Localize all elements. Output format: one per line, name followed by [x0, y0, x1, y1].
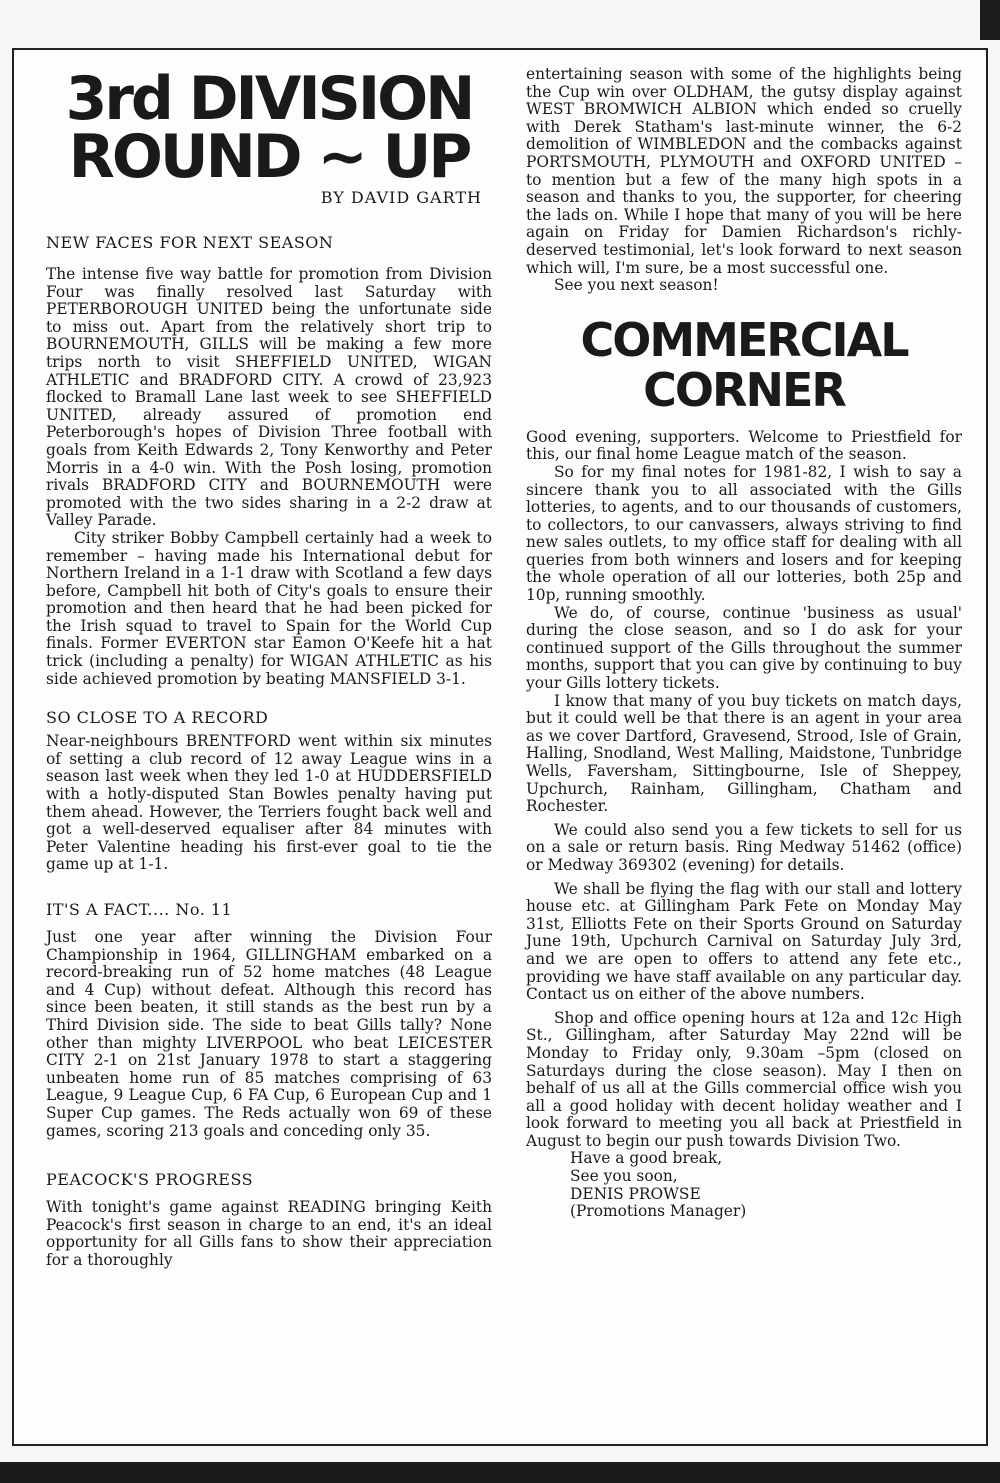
signoff-line: Have a good break, [570, 1149, 723, 1168]
byline: BY DAVID GARTH [320, 188, 482, 207]
paragraph: Near-neighbours BRENTFORD went within six minutes of setting a club record of 12 away League wins in a season last week when they led 1-0 at HUDDERSFIELD with a hotly-disputed Stan Bowles penalty having put them ahead. However, the Terriers fought back well and got a well-deserved equaliser after 84 minutes with Peter Valentine heading his first-ever goal to tie the game up at 1-1. [46, 732, 492, 874]
paragraph: With tonight's game against READING bringing Keith Peacock's first season in charge to an end, it's an ideal opportunity for all Gills fans to show their appreciation for a thoroughly [46, 1198, 492, 1269]
section-heading: IT'S A FACT.... No. 11 [46, 900, 233, 919]
paragraph: We could also send you a few tickets to sell for us on a sale or return basis. Ring Medway 51462 (office) or Medway 369302 (evening) for details. [526, 820, 962, 874]
signoff-line: See you soon, [570, 1167, 678, 1186]
signoff [526, 1150, 962, 1220]
commercial-heading-line-1: COMMERCIAL [580, 312, 908, 367]
section-body [46, 929, 492, 1140]
paragraph: We do, of course, continue 'business as usual' during the close season, and so I do ask for your continued support of the Gills throughout the summer months, support that you can give by continuing to buy your Gills lottery tickets. [526, 603, 962, 693]
signoff-name: DENIS PROWSE [570, 1184, 701, 1203]
paragraph: Shop and office opening hours at 12a and 12c High St., Gillingham, after Saturday May 22nd will be Monday to Friday only, 9.30am –5pm (closed on Saturdays during the close season). May I then on behalf of us all at the Gills commercial office wish you all a good holiday with decent holiday weather and I look forward to meeting you all back at Priestfield in August to begin our push towards Division Two. [526, 1008, 962, 1150]
paragraph: The intense five way battle for promotion from Division Four was finally resolved last Saturday with PETERBOROUGH UNITED being the unfortunate side to miss out. Apart from the relatively short trip to BOURNEMOUTH, GILLS will be making a few more trips north to visit SHEFFIELD UNITED, WIGAN ATHLETIC and BRADFORD CITY. A crowd of 23,923 flocked to Bramall Lane last week to see SHEFFIELD UNITED, already assured of promotion end Peterborough's hopes of Division Three football with goals from Keith Edwards 2, Tony Kenworthy and Peter Morris in a 4-0 win. With the Posh losing, promotion rivals BRADFORD CITY and BOURNEMOUTH were promoted with the two sides sharing in a 2-2 draw at Valley Parade. [46, 265, 492, 530]
paragraph: So for my final notes for 1981-82, I wish to say a sincere thank you to all associated with the Gills lotteries, to agents, and to our thousands of customers, to collectors, to our canvassers, always striving to find new sales outlets, to my office staff for dealing with all queries from both winners and losers and for keeping the whole operation of all our lotteries, both 25p and 10p, running smoothly. [526, 462, 962, 605]
signoff-title: (Promotions Manager) [570, 1202, 747, 1221]
continued-article [526, 66, 962, 295]
headline-line-2: ROUND ~ UP [68, 122, 470, 192]
paragraph: City striker Bobby Campbell certainly had a week to remember – having made his International debut for Northern Ireland in a 1-1 draw with Scotland a few days before, Campbell hit both of City's goals to ensure their promotion and then heard that he had been picked for the Irish squad to travel to Spain for the World Cup finals. Former EVERTON star Eamon O'Keefe hit a hat trick (including a penalty) for WIGAN ATHLETIC as his side achieved promotion by beating MANSFIELD 3-1. [46, 528, 492, 688]
headline-line-1: 3rd DIVISION [65, 64, 473, 134]
paragraph: Just one year after winning the Division Four Championship in 1964, GILLINGHAM embarked on a record-breaking run of 52 home matches (48 League and 4 Cup) without defeat. Although this record has since been beaten, it still stands as the best run by a Third Division side. The side to beat Gills tally? None other than mighty LIVERPOOL who beat LEICESTER CITY 2-1 on 21st January 1978 to start a staggering unbeaten home run of 85 matches comprising of 63 League, 9 League Cup, 6 FA Cup, 6 European Cup and 1 Super Cup games. The Reds actually won 69 of these games, scoring 213 goals and conceding only 35. [46, 928, 492, 1140]
section-heading: PEACOCK'S PROGRESS [46, 1170, 254, 1190]
section-heading: SO CLOSE TO A RECORD [46, 708, 269, 728]
commercial-corner-heading [526, 312, 962, 417]
section-body [46, 733, 492, 874]
edge-shadow [980, 0, 1000, 40]
left-column [46, 66, 492, 1270]
headline [46, 64, 492, 192]
section-peacocks-progress [46, 1170, 492, 1269]
paragraph: I know that many of you buy tickets on match days, but it could well be that there is an agent in your area as we cover Dartford, Gravesend, Strood, Isle of Grain, Halling, Snodland, West Malling, Maidstone, Tunbridge Wells, Faversham, Sittingbourne, Isle of Sheppey, Upchurch, Rainham, Gillingham, Chatham and Rochester. [526, 691, 962, 816]
right-column [526, 66, 962, 1221]
section-new-faces [46, 233, 492, 688]
commercial-heading-line-2: CORNER [643, 362, 845, 417]
section-heading: NEW FACES FOR NEXT SEASON [46, 233, 334, 252]
section-body [46, 266, 492, 688]
paragraph: See you next season! [554, 276, 719, 295]
paragraph: Good evening, supporters. Welcome to Priestfield for this, our final home League match of the season. [526, 427, 962, 464]
paragraph: We shall be flying the flag with our stall and lottery house etc. at Gillingham Park Fete on Monday May 31st, Elliotts Fete on their Sports Ground on Saturday June 19th, Upchurch Carnival on Saturday July 3rd, and we are open to offers to attend any fete etc., providing we have staff available on any particular day. Contact us on either of the above numbers. [526, 879, 962, 1004]
section-body [46, 1199, 492, 1269]
bottom-edge-band [0, 1462, 1000, 1483]
commercial-body [526, 429, 962, 1151]
section-its-a-fact [46, 900, 492, 1140]
section-so-close [46, 708, 492, 874]
paragraph: entertaining season with some of the highlights being the Cup win over OLDHAM, the gutsy display against WEST BROMWICH ALBION which ended so cruelly with Derek Statham's last-minute winner, the 6-2 demolition of WIMBLEDON and the combacks against PORTSMOUTH, PLYMOUTH and OXFORD UNITED – to mention but a few of the many high spots in a season and thanks to you, the supporter, for cheering the lads on. While I hope that many of you will be here again on Friday for Damien Richardson's richly-deserved testimonial, let's look forward to next season which will, I'm sure, be a most successful one. [526, 65, 962, 277]
